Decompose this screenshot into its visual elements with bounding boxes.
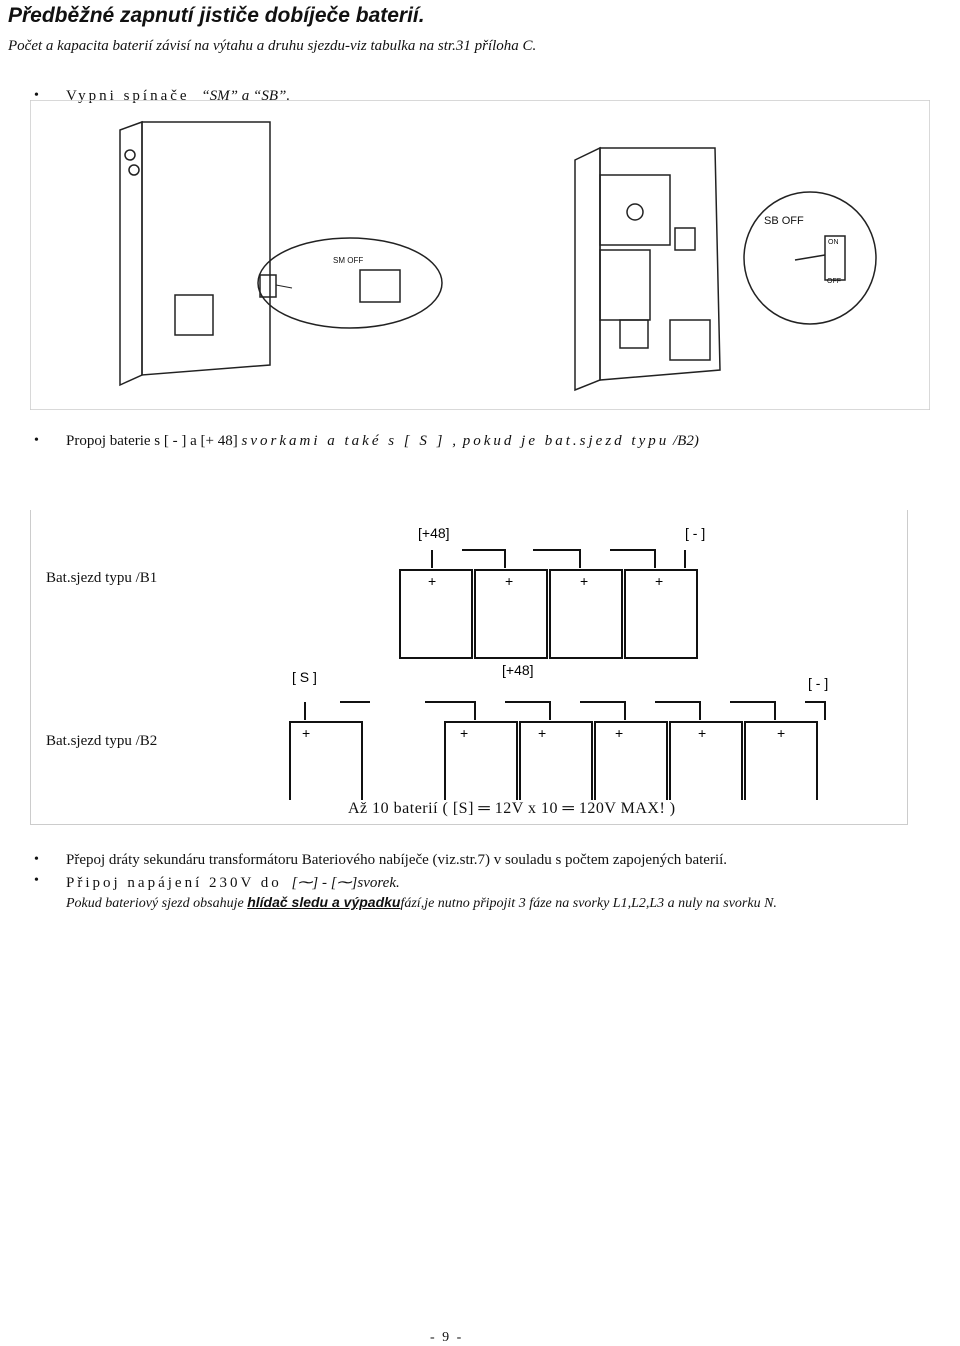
page-title: Předběžné zapnutí jističe dobíječe baterií. [8, 4, 425, 27]
plus-sign: + [615, 725, 624, 741]
battery-wiring [280, 520, 880, 800]
plus-sign: + [580, 573, 589, 589]
on-label: ON [828, 239, 839, 246]
b2-label: Bat.sjezd typu /B2 [46, 733, 158, 749]
plus-sign: + [505, 573, 514, 589]
plus-sign: + [302, 725, 311, 741]
step-1: Vypni spínače “SM” a “SB”. [66, 88, 291, 104]
b2-plus48-label: [+48] [502, 662, 534, 678]
b2-minus-label: [ - ] [808, 675, 829, 691]
bullet-4: • [34, 873, 39, 888]
plus-sign: + [538, 725, 547, 741]
plus-sign: + [460, 725, 469, 741]
bullet-2: • [34, 433, 39, 448]
b1-label: Bat.sjezd typu /B1 [46, 570, 158, 586]
plus-sign: + [698, 725, 707, 741]
plus-sign: + [655, 573, 664, 589]
sb-label: SB OFF [764, 215, 804, 227]
b1-plus48-label: [+48] [418, 525, 450, 541]
diagram-note: Až 10 baterií ( [S] ═ 12V x 10 ═ 120V MAX! ) [348, 800, 676, 817]
off-label: OFF [827, 278, 841, 285]
page-number: - 9 - [430, 1330, 464, 1345]
b1-minus-label: [ - ] [685, 525, 706, 541]
cabinet-figure [30, 100, 930, 410]
sm-label: SM OFF [333, 256, 364, 265]
step-4: Připoj napájení 230V do [⁓] - [⁓]svorek. [66, 875, 400, 891]
b2-s-label: [ S ] [292, 669, 317, 685]
subtitle: Počet a kapacita baterií závisí na výtahu a druhu sjezdu-viz tabulka na str.31 příloha C. [8, 38, 537, 54]
plus-sign: + [428, 573, 437, 589]
bullet-3: • [34, 852, 39, 867]
bullet-1: • [34, 88, 39, 103]
plus-sign: + [777, 725, 786, 741]
note: Pokud bateriový sjezd obsahuje hlídač sledu a výpadkufází,je nutno připojit 3 fáze na svorky L1,L2,L3 a nuly na svorku N. [66, 894, 777, 911]
step-2: Propoj baterie s [ - ] a [+ 48] svorkami a také s [ S ] , pokud je bat.sjezd typu /B2) [66, 433, 699, 449]
step-3: Přepoj dráty sekundáru transformátoru Bateriového nabíječe (viz.str.7) v souladu s počtem zapojených baterií. [66, 852, 728, 868]
